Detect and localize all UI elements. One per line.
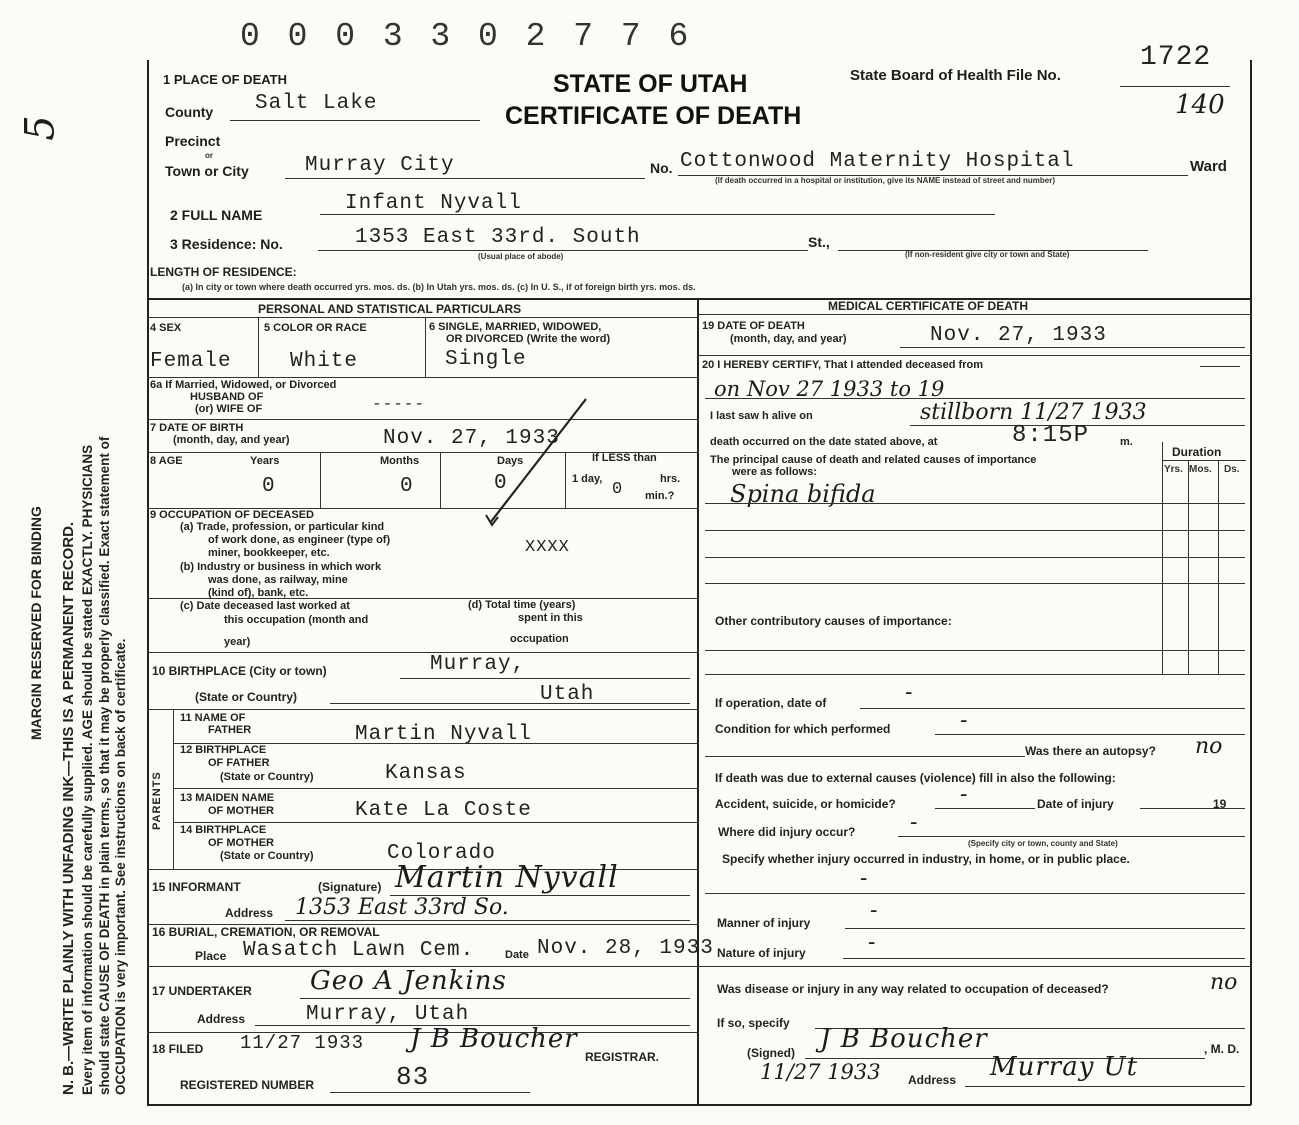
father-name: Martin Nyvall (355, 723, 532, 746)
physician-address: Murray Ut (990, 1052, 1139, 1082)
margin-instruction-line1: N. B.—WRITE PLAINLY WITH UNFADING INK—THIS IS A PERMANENT RECORD. (60, 521, 77, 1095)
duration-years: Yrs. (1164, 464, 1183, 475)
spouse-label-l3: (or) WIFE OF (195, 403, 263, 415)
burial-place-label: Place (195, 949, 227, 963)
marital-label-l2: OR DIVORCED (Write the word) (446, 333, 611, 345)
title-certificate: CERTIFICATE OF DEATH (505, 102, 802, 130)
spouse-label-l1: 6a If Married, Widowed, or Divorced (150, 379, 337, 391)
color-value: White (290, 350, 359, 373)
mother-label-l2: OF MOTHER (208, 805, 274, 817)
father-birth-label-l3: (State or Country) (220, 771, 314, 783)
length-residence-label: LENGTH OF RESIDENCE: (150, 265, 297, 279)
signed-date: 11/27 1933 (760, 1060, 881, 1084)
file-no-label: State Board of Health File No. (850, 67, 1061, 84)
marital-label-l1: 6 SINGLE, MARRIED, WIDOWED, (429, 321, 602, 333)
sex-value: Female (150, 350, 232, 373)
file-no-secondary: 140 (1175, 90, 1225, 120)
informant-address: 1353 East 33rd So. (295, 895, 509, 920)
occupation-related-label: Was disease or injury in any way related to occupation of deceased? (717, 982, 1109, 996)
cause-label-l2: were as follows: (732, 466, 817, 478)
where-injury-label: Where did injury occur? (718, 825, 856, 839)
occupation-b-l1: (b) Industry or business in which work (180, 561, 382, 573)
informant-signature: Martin Nyvall (395, 860, 619, 895)
attended-dates: on Nov 27 1933 to 19 (714, 377, 945, 401)
physician-address-label: Address (908, 1073, 957, 1087)
accident-label: Accident, suicide, or homicide? (715, 797, 896, 811)
spouse-label-l2: HUSBAND OF (190, 391, 264, 403)
margin-instruction-line3: should state CAUSE OF DEATH in plain terms, so that it may be properly classified. Exact statement of (97, 436, 112, 1095)
cause-value: Spina bifida (730, 480, 876, 508)
hospital-value: Cottonwood Maternity Hospital (680, 150, 1075, 173)
no-label: No. (650, 160, 673, 176)
cause-label-l1: The principal cause of death and related causes of importance (710, 454, 1037, 466)
months-label: Months (380, 455, 420, 467)
full-name-label: 2 FULL NAME (170, 207, 263, 223)
mother-birthplace: Colorado (387, 842, 496, 865)
age-label: 8 AGE (150, 455, 183, 467)
spouse-value: ----- (372, 395, 426, 413)
dod-label-l1: 19 DATE OF DEATH (702, 320, 805, 332)
occupation-c-l1: (c) Date deceased last worked at (180, 600, 350, 612)
residence-value: 1353 East 33rd. South (355, 226, 641, 249)
dob-label-l1: 7 DATE OF BIRTH (150, 422, 244, 434)
operation-label: If operation, date of (715, 696, 827, 710)
dod-value: Nov. 27, 1933 (930, 324, 1107, 347)
registered-number-label: REGISTERED NUMBER (180, 1078, 315, 1092)
operation-value: - (905, 680, 913, 705)
mother-label-l1: 13 MAIDEN NAME (180, 792, 275, 804)
informant-address-label: Address (225, 906, 274, 920)
usual-abode-note: (Usual place of abode) (478, 252, 564, 261)
town-value: Murray City (305, 154, 455, 177)
bottom-border (147, 1104, 1251, 1106)
birthplace-city: Murray, (430, 653, 526, 676)
burial-date: Nov. 28, 1933 (537, 937, 714, 960)
burial-date-label: Date (505, 949, 529, 961)
if-so-label: If so, specify (717, 1016, 790, 1030)
age-days-value: 0 (494, 472, 508, 495)
certify-text: 20 I HEREBY CERTIFY, That I attended deceased from (702, 359, 983, 371)
filed-label: 18 FILED (152, 1042, 204, 1056)
occupation-related-value: no (1210, 970, 1238, 995)
length-residence-detail: (a) In city or town where death occurred yrs. mos. ds. (b) In Utah yrs. mos. ds. (c) In U. S., if of foreign birth yrs. mos. ds. (182, 282, 696, 292)
filed-date: 11/27 1933 (240, 1032, 365, 1054)
age-months-value: 0 (400, 475, 414, 498)
father-label-l2: FATHER (208, 724, 252, 736)
father-birthplace: Kansas (385, 762, 467, 785)
undertaker-address: Murray, Utah (306, 1003, 470, 1026)
age-years-value: 0 (262, 475, 276, 498)
title-state: STATE OF UTAH (553, 70, 748, 98)
center-divider (697, 298, 699, 1104)
physician-signature: J B Boucher (820, 1024, 988, 1054)
occupation-a-l3: miner, bookkeeper, etc. (208, 547, 330, 559)
specify-injury-value: - (860, 866, 868, 891)
last-saw-value: stillborn 11/27 1933 (920, 400, 1147, 425)
external-causes-label: If death was due to external causes (violence) fill in also the following: (715, 771, 1116, 785)
occupation-c-l3: year) (224, 636, 251, 648)
burial-label: 16 BURIAL, CREMATION, OR REMOVAL (152, 925, 380, 939)
file-no: 1722 (1140, 42, 1212, 73)
binding-label: MARGIN RESERVED FOR BINDING (28, 506, 44, 740)
mother-name: Kate La Coste (355, 799, 532, 822)
registrar-signature: J B Boucher (410, 1024, 578, 1054)
mother-birth-label-l2: OF MOTHER (208, 837, 274, 849)
undertaker-label: 17 UNDERTAKER (152, 984, 252, 998)
nonresident-note: (If non-resident give city or town and State) (905, 250, 1070, 259)
father-birth-label-l2: OF FATHER (208, 757, 270, 769)
color-label: 5 COLOR OR RACE (264, 322, 367, 334)
burial-place: Wasatch Lawn Cem. (243, 939, 475, 962)
hrs-label: hrs. (660, 473, 681, 485)
occupation-b-l3: (kind of), bank, etc. (208, 587, 309, 599)
occupation-d-l1: (d) Total time (years) (468, 599, 576, 611)
precinct-label: Precinct (165, 133, 221, 149)
residence-st-label: St., (808, 234, 830, 250)
birthplace-label: 10 BIRTHPLACE (City or town) (152, 664, 327, 678)
occupation-a-l1: (a) Trade, profession, or particular kind (180, 521, 385, 533)
margin-instruction-line2: Every item of information should be carefully supplied. AGE should be stated EXACTLY. PHYSICIANS (80, 444, 95, 1095)
where-injury-note: (Specify city or town, county and State) (968, 839, 1118, 848)
right-border (1250, 60, 1252, 1105)
registered-number: 83 (396, 1062, 430, 1092)
dob-value: Nov. 27, 1933 (383, 427, 560, 450)
condition-label: Condition for which performed (715, 722, 891, 736)
registrar-label: REGISTRAR. (585, 1050, 660, 1064)
specify-injury-label: Specify whether injury occurred in industry, in home, or in public place. (722, 852, 1130, 866)
occupation-d-l2: spent in this (518, 612, 583, 624)
occupation-value: XXXX (525, 538, 570, 557)
marital-value: Single (445, 348, 527, 371)
father-label-l1: 11 NAME OF (180, 712, 246, 724)
mother-birth-label-l3: (State or Country) (220, 850, 314, 862)
md-label: , M. D. (1204, 1042, 1240, 1056)
nature-value: - (868, 930, 876, 955)
death-time: 8:15P (1012, 422, 1090, 449)
other-causes-label: Other contributory causes of importance: (715, 614, 952, 628)
certificate-number: 0 0 0 3 3 0 2 7 7 6 (240, 18, 693, 55)
occupation-d-l3: occupation (510, 633, 569, 645)
margin-instruction-line4: OCCUPATION is very important. See instructions on back of certificate. (113, 638, 128, 1095)
left-border (147, 60, 149, 1105)
manner-label: Manner of injury (717, 916, 811, 930)
signed-label: (Signed) (747, 1046, 795, 1060)
occupation-label: 9 OCCUPATION OF DECEASED (150, 509, 314, 521)
birthplace-state: Utah (540, 683, 595, 706)
place-of-death-label: 1 PLACE OF DEATH (163, 72, 287, 87)
medical-section-title: MEDICAL CERTIFICATE OF DEATH (828, 299, 1028, 313)
date-of-injury-year: 19 (1213, 797, 1227, 811)
occupation-b-l2: was done, as railway, mine (208, 574, 348, 586)
birthplace-state-label: (State or Country) (195, 690, 297, 704)
nature-label: Nature of injury (717, 946, 806, 960)
undertaker-address-label: Address (197, 1012, 246, 1026)
full-name-value: Infant Nyvall (345, 192, 522, 215)
informant-sig-label: (Signature) (318, 880, 382, 894)
town-label: Town or City (165, 163, 249, 179)
informant-label: 15 INFORMANT (152, 880, 241, 894)
dod-label-l2: (month, day, and year) (730, 333, 847, 345)
last-saw-label: I last saw h alive on (710, 410, 813, 422)
dob-label-l2: (month, day, and year) (173, 434, 290, 446)
or-label: or (205, 151, 213, 160)
mother-birth-label-l1: 14 BIRTHPLACE (180, 824, 267, 836)
slash-mark (478, 395, 588, 535)
occupation-a-l2: of work done, as engineer (type of) (208, 534, 391, 546)
father-birth-label-l1: 12 BIRTHPLACE (180, 744, 267, 756)
accident-value: - (960, 782, 968, 807)
personal-section-title: PERSONAL AND STATISTICAL PARTICULARS (258, 302, 522, 316)
death-time-m: m. (1120, 436, 1133, 448)
hospital-note: (If death occurred in a hospital or institution, give its NAME instead of street and number) (715, 176, 1056, 185)
county-label: County (165, 104, 214, 120)
where-injury-value: - (910, 810, 918, 835)
ward-label: Ward (1190, 158, 1227, 175)
manner-value: - (870, 898, 878, 923)
years-label: Years (250, 455, 280, 467)
condition-value: - (960, 708, 968, 733)
age-minutes-value: 0 (612, 480, 624, 499)
duration-label: Duration (1172, 445, 1222, 459)
sex-label: 4 SEX (150, 322, 182, 334)
days-label: Days (497, 455, 524, 467)
death-time-label: death occurred on the date stated above, at (710, 436, 938, 448)
duration-days: Ds. (1224, 464, 1240, 475)
autopsy-value: no (1195, 734, 1223, 759)
autopsy-label: Was there an autopsy? (1025, 744, 1156, 758)
occupation-c-l2: this occupation (month and (224, 614, 369, 626)
residence-label: 3 Residence: No. (170, 236, 283, 252)
date-of-injury-label: Date of injury (1037, 797, 1114, 811)
margin-scrawl: 5 (17, 115, 64, 141)
duration-months: Mos. (1189, 464, 1212, 475)
less-than-label: If LESS than (592, 452, 657, 464)
undertaker-signature: Geo A Jenkins (310, 966, 507, 996)
county-value: Salt Lake (255, 92, 378, 115)
one-day-label: 1 day, (572, 473, 603, 485)
min-label: min.? (645, 490, 675, 502)
parents-side-label: PARENTS (151, 771, 163, 830)
